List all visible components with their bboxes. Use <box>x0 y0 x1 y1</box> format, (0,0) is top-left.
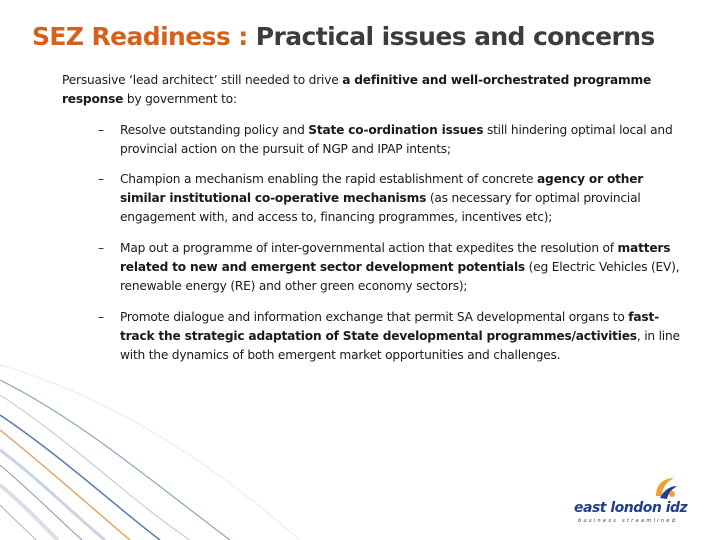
bullet-bold-text: matters related to new and emergent sector development potentials <box>120 241 671 274</box>
logo-name-accent: idz <box>665 500 688 516</box>
bullet-text: Promote dialogue and information exchange that permit SA developmental organs to <box>120 310 629 324</box>
bullet-item <box>98 121 688 159</box>
intro-paragraph <box>62 71 682 109</box>
logo-name-main: east london <box>574 500 666 516</box>
bullet-tail-text: , in line with the dynamics of both emergent market opportunities and challenges. <box>120 329 680 362</box>
logo-tagline: business streamlined <box>578 518 678 524</box>
bullet-text: Resolve outstanding policy and <box>120 123 309 137</box>
intro-bold-text: a definitive and well-orchestrated programme response <box>62 73 652 106</box>
dash-marker: – <box>98 241 104 255</box>
bullet-bold-text: fast-track the strategic adaptation of State developmental programmes/activities <box>120 310 659 343</box>
bullet-item <box>98 308 688 365</box>
dash-marker: – <box>98 172 104 186</box>
bullet-item <box>98 239 688 296</box>
bullet-list <box>98 121 688 376</box>
bullet-tail-text: (eg Electric Vehicles (EV), renewable energy (RE) and other green economy sectors); <box>120 260 680 293</box>
dash-marker: – <box>98 123 104 137</box>
dash-marker: – <box>98 310 104 324</box>
title-rest: Practical issues and concerns <box>255 22 655 51</box>
slide-title <box>32 22 655 51</box>
bullet-bold-text: agency or other similar institutional co-operative mechanisms <box>120 172 644 205</box>
bullet-tail-text: (as necessary for optimal provincial engagement with, and access to, financing programmes, incentives etc); <box>120 191 641 224</box>
bullet-text: Champion a mechanism enabling the rapid establishment of concrete <box>120 172 538 186</box>
logo-name <box>574 500 687 516</box>
idz-swirl-icon <box>650 472 680 502</box>
bullet-bold-text: State co-ordination issues <box>308 123 484 137</box>
intro-text: Persuasive ‘lead architect’ still needed to drive <box>62 73 343 87</box>
bullet-item <box>98 170 688 227</box>
bullet-text: Map out a programme of inter-governmental action that expedites the resolution of <box>120 241 618 255</box>
intro-tail-text: by government to: <box>123 92 237 106</box>
bullet-tail-text: still hindering optimal local and provincial action on the pursuit of NGP and IPAP intents; <box>120 123 673 156</box>
title-accent: SEZ Readiness : <box>32 22 248 51</box>
east-london-idz-logo <box>574 472 694 528</box>
